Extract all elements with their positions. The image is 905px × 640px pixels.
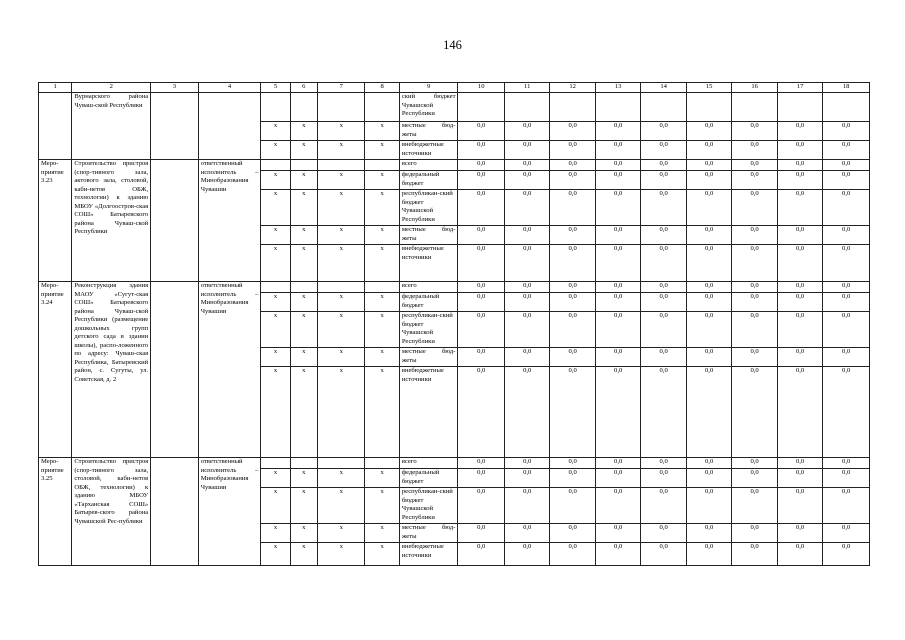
amount-cell: 0,0 [686,488,731,524]
amount-cell: 0,0 [504,190,549,226]
amount-cell: 0,0 [504,160,549,171]
code-cell-c6: x [290,367,317,458]
amount-cell: 0,0 [641,141,686,160]
amount-cell: 0,0 [641,190,686,226]
amount-cell [777,93,822,122]
measure-label: Меро-приятие 3.23 [39,160,72,282]
amount-cell: 0,0 [686,543,731,566]
amount-cell: 0,0 [732,524,777,543]
amount-cell: 0,0 [504,348,549,367]
table-row [39,458,870,469]
amount-cell: 0,0 [595,469,640,488]
code-cell-c8: x [365,524,399,543]
program-table [38,82,870,566]
amount-cell: 0,0 [458,458,505,469]
code-cell-c6: x [290,524,317,543]
amount-cell [550,93,595,122]
amount-cell: 0,0 [504,458,549,469]
code-cell-c5: x [261,122,290,141]
funding-source: местные бюд-жеты [399,348,458,367]
amount-cell: 0,0 [595,293,640,312]
amount-cell [458,93,505,122]
executor: ответственный исполнитель – Минобразования Чувашии [198,458,261,566]
amount-cell: 0,0 [686,122,731,141]
amount-cell: 0,0 [641,312,686,348]
funding-source: внебюджетные источники [399,367,458,458]
code-cell-c5 [261,282,290,293]
amount-cell: 0,0 [777,160,822,171]
amount-cell: 0,0 [823,367,870,458]
amount-cell [823,93,870,122]
column-number-15: 15 [686,83,731,93]
amount-cell: 0,0 [686,458,731,469]
code-cell-c6 [290,93,317,122]
code-cell-c5: x [261,226,290,245]
amount-cell: 0,0 [458,282,505,293]
executor: ответственный исполнитель – Минобразования Чувашии [198,282,261,458]
amount-cell: 0,0 [504,524,549,543]
amount-cell: 0,0 [641,293,686,312]
amount-cell: 0,0 [595,348,640,367]
amount-cell: 0,0 [504,245,549,282]
executor [198,93,261,160]
goal-cell [151,458,199,566]
amount-cell: 0,0 [732,171,777,190]
amount-cell: 0,0 [732,282,777,293]
column-number-11: 11 [504,83,549,93]
amount-cell: 0,0 [823,226,870,245]
amount-cell: 0,0 [641,543,686,566]
code-cell-c8: x [365,293,399,312]
funding-source: республикан-ский бюджет Чувашской Республики [399,190,458,226]
amount-cell: 0,0 [732,312,777,348]
amount-cell: 0,0 [550,458,595,469]
amount-cell: 0,0 [458,488,505,524]
amount-cell: 0,0 [595,543,640,566]
code-cell-c6: x [290,226,317,245]
amount-cell: 0,0 [504,293,549,312]
code-cell-c8 [365,458,399,469]
amount-cell: 0,0 [504,312,549,348]
amount-cell: 0,0 [641,226,686,245]
amount-cell: 0,0 [732,293,777,312]
amount-cell: 0,0 [504,543,549,566]
amount-cell: 0,0 [732,245,777,282]
amount-cell [732,93,777,122]
column-number-8: 8 [365,83,399,93]
amount-cell: 0,0 [458,160,505,171]
amount-cell: 0,0 [504,488,549,524]
funding-source: всего [399,160,458,171]
amount-cell: 0,0 [686,226,731,245]
measure-description: Строительство пристроя (спор-тивного зала, столовой, каби-нетов ОБЖ, технологии) к зданию МБОУ «Тарханская СОШ» Батырев-ского района Чувашской Рес-публики [72,458,151,566]
amount-cell: 0,0 [595,160,640,171]
amount-cell: 0,0 [686,190,731,226]
code-cell-c5: x [261,245,290,282]
funding-source: федеральный бюджет [399,293,458,312]
code-cell-c6: x [290,190,317,226]
amount-cell: 0,0 [777,293,822,312]
amount-cell: 0,0 [823,488,870,524]
amount-cell: 0,0 [595,524,640,543]
amount-cell: 0,0 [732,160,777,171]
amount-cell: 0,0 [550,469,595,488]
amount-cell: 0,0 [641,458,686,469]
column-number-14: 14 [641,83,686,93]
code-cell-c6: x [290,469,317,488]
amount-cell: 0,0 [641,488,686,524]
amount-cell: 0,0 [686,160,731,171]
amount-cell: 0,0 [777,524,822,543]
code-cell-c5: x [261,141,290,160]
code-cell-c7 [317,93,365,122]
amount-cell: 0,0 [550,141,595,160]
amount-cell: 0,0 [686,524,731,543]
amount-cell: 0,0 [777,226,822,245]
table-row [39,160,870,171]
amount-cell: 0,0 [777,141,822,160]
amount-cell: 0,0 [458,226,505,245]
amount-cell: 0,0 [458,245,505,282]
amount-cell: 0,0 [777,543,822,566]
code-cell-c5: x [261,312,290,348]
amount-cell: 0,0 [595,312,640,348]
amount-cell: 0,0 [686,293,731,312]
amount-cell: 0,0 [458,469,505,488]
column-number-7: 7 [317,83,365,93]
code-cell-c7: x [317,348,365,367]
code-cell-c6: x [290,543,317,566]
code-cell-c5 [261,93,290,122]
amount-cell: 0,0 [595,171,640,190]
amount-cell: 0,0 [823,469,870,488]
amount-cell: 0,0 [777,245,822,282]
code-cell-c5: x [261,348,290,367]
column-number-2: 2 [72,83,151,93]
code-cell-c8: x [365,543,399,566]
measure-description: Реконструкция здания МАОУ «Сугут-ская СОШ» Батыревского района Чуваш-ской Республики (размещение дошкольных групп детского сада в здании школы), распо-ложенного по адресу: Чуваш-ская Республика, Батыревский район, с. Сугуты, ул. Советская, д. 2 [72,282,151,458]
code-cell-c8: x [365,122,399,141]
code-cell-c7 [317,282,365,293]
amount-cell: 0,0 [686,171,731,190]
amount-cell: 0,0 [595,458,640,469]
goal-cell [151,282,199,458]
code-cell-c5: x [261,488,290,524]
code-cell-c8 [365,160,399,171]
amount-cell: 0,0 [550,226,595,245]
amount-cell: 0,0 [823,141,870,160]
code-cell-c6 [290,160,317,171]
amount-cell: 0,0 [823,160,870,171]
amount-cell: 0,0 [732,348,777,367]
amount-cell: 0,0 [686,312,731,348]
code-cell-c6: x [290,488,317,524]
code-cell-c6: x [290,293,317,312]
amount-cell: 0,0 [686,282,731,293]
amount-cell: 0,0 [550,524,595,543]
amount-cell: 0,0 [595,190,640,226]
amount-cell: 0,0 [732,488,777,524]
amount-cell: 0,0 [641,367,686,458]
code-cell-c7: x [317,312,365,348]
code-cell-c7: x [317,488,365,524]
amount-cell: 0,0 [595,367,640,458]
amount-cell: 0,0 [550,312,595,348]
amount-cell: 0,0 [823,190,870,226]
code-cell-c8 [365,282,399,293]
amount-cell: 0,0 [550,171,595,190]
column-number-16: 16 [732,83,777,93]
amount-cell: 0,0 [823,524,870,543]
code-cell-c6 [290,458,317,469]
amount-cell: 0,0 [550,367,595,458]
amount-cell: 0,0 [823,171,870,190]
code-cell-c5: x [261,171,290,190]
amount-cell: 0,0 [595,122,640,141]
amount-cell: 0,0 [777,488,822,524]
code-cell-c7: x [317,367,365,458]
amount-cell: 0,0 [595,488,640,524]
code-cell-c7: x [317,190,365,226]
code-cell-c8: x [365,367,399,458]
amount-cell: 0,0 [686,367,731,458]
code-cell-c8: x [365,226,399,245]
amount-cell: 0,0 [686,348,731,367]
amount-cell: 0,0 [550,543,595,566]
amount-cell: 0,0 [823,245,870,282]
amount-cell: 0,0 [686,245,731,282]
amount-cell: 0,0 [777,367,822,458]
funding-source: местные бюд-жеты [399,122,458,141]
amount-cell: 0,0 [458,348,505,367]
code-cell-c6: x [290,122,317,141]
goal-cell [151,160,199,282]
code-cell-c8 [365,93,399,122]
amount-cell: 0,0 [504,171,549,190]
column-number-5: 5 [261,83,290,93]
executor: ответственный исполнитель – Минобразования Чувашии [198,160,261,282]
code-cell-c7: x [317,141,365,160]
funding-source: всего [399,282,458,293]
amount-cell: 0,0 [458,190,505,226]
column-number-18: 18 [823,83,870,93]
amount-cell: 0,0 [641,524,686,543]
code-cell-c7: x [317,524,365,543]
table-row [39,282,870,293]
funding-source: всего [399,458,458,469]
code-cell-c7: x [317,293,365,312]
code-cell-c7: x [317,543,365,566]
funding-source: республикан-ский бюджет Чувашской Республики [399,312,458,348]
amount-cell: 0,0 [550,190,595,226]
amount-cell: 0,0 [641,171,686,190]
amount-cell: 0,0 [550,293,595,312]
amount-cell: 0,0 [777,190,822,226]
amount-cell: 0,0 [550,245,595,282]
amount-cell [595,93,640,122]
code-cell-c6: x [290,171,317,190]
amount-cell: 0,0 [823,312,870,348]
amount-cell: 0,0 [458,312,505,348]
amount-cell: 0,0 [686,469,731,488]
column-number-1: 1 [39,83,72,93]
funding-source: федеральный бюджет [399,469,458,488]
goal-cell [151,93,199,160]
code-cell-c6 [290,282,317,293]
code-cell-c6: x [290,348,317,367]
code-cell-c7 [317,160,365,171]
column-number-3: 3 [151,83,199,93]
funding-source: внебюджетные источники [399,245,458,282]
amount-cell: 0,0 [550,348,595,367]
column-number-13: 13 [595,83,640,93]
amount-cell: 0,0 [777,469,822,488]
code-cell-c8: x [365,312,399,348]
amount-cell: 0,0 [641,160,686,171]
amount-cell: 0,0 [732,367,777,458]
code-cell-c5 [261,160,290,171]
amount-cell: 0,0 [823,282,870,293]
code-cell-c8: x [365,348,399,367]
amount-cell: 0,0 [641,348,686,367]
amount-cell: 0,0 [641,469,686,488]
amount-cell: 0,0 [777,312,822,348]
column-number-10: 10 [458,83,505,93]
amount-cell: 0,0 [504,141,549,160]
code-cell-c8: x [365,171,399,190]
page-number: 146 [443,38,462,52]
amount-cell: 0,0 [458,122,505,141]
code-cell-c5: x [261,190,290,226]
amount-cell: 0,0 [550,122,595,141]
code-cell-c8: x [365,190,399,226]
amount-cell: 0,0 [550,488,595,524]
amount-cell: 0,0 [641,245,686,282]
funding-source: местные бюд-жеты [399,524,458,543]
amount-cell: 0,0 [732,543,777,566]
code-cell-c6: x [290,245,317,282]
amount-cell: 0,0 [732,226,777,245]
amount-cell: 0,0 [458,543,505,566]
measure-description: Вурнарского района Чуваш-ской Республики [72,93,151,160]
funding-source: местные бюд-жеты [399,226,458,245]
amount-cell: 0,0 [732,190,777,226]
amount-cell: 0,0 [595,226,640,245]
amount-cell [504,93,549,122]
table-row [39,93,870,122]
amount-cell: 0,0 [458,293,505,312]
amount-cell: 0,0 [823,543,870,566]
amount-cell: 0,0 [732,141,777,160]
amount-cell: 0,0 [504,226,549,245]
amount-cell: 0,0 [823,122,870,141]
code-cell-c8: x [365,245,399,282]
measure-description: Строительство пристроя (спор-тивного зала, актового зала, столовой, каби-нетов ОБЖ, технологии) к зданию МБОУ «Долгоостров-ская СОШ» Батыревского района Чуваш-ской Республики [72,160,151,282]
code-cell-c7: x [317,122,365,141]
amount-cell [686,93,731,122]
code-cell-c5: x [261,524,290,543]
code-cell-c7: x [317,245,365,282]
measure-label: Меро-приятие 3.25 [39,458,72,566]
column-number-17: 17 [777,83,822,93]
code-cell-c5: x [261,293,290,312]
amount-cell: 0,0 [458,524,505,543]
amount-cell [641,93,686,122]
code-cell-c5: x [261,543,290,566]
amount-cell: 0,0 [504,469,549,488]
amount-cell: 0,0 [641,122,686,141]
amount-cell: 0,0 [504,282,549,293]
funding-source: федеральный бюджет [399,171,458,190]
amount-cell: 0,0 [732,122,777,141]
measure-label: Меро-приятие 3.24 [39,282,72,458]
code-cell-c7 [317,458,365,469]
amount-cell: 0,0 [777,171,822,190]
column-number-12: 12 [550,83,595,93]
column-number-6: 6 [290,83,317,93]
code-cell-c7: x [317,226,365,245]
amount-cell: 0,0 [777,348,822,367]
amount-cell: 0,0 [595,141,640,160]
amount-cell: 0,0 [595,245,640,282]
column-number-4: 4 [198,83,261,93]
funding-source: внебюджетные источники [399,141,458,160]
code-cell-c6: x [290,141,317,160]
funding-source: внебюджетные источники [399,543,458,566]
amount-cell: 0,0 [823,293,870,312]
column-number-9: 9 [399,83,458,93]
amount-cell: 0,0 [458,367,505,458]
code-cell-c6: x [290,312,317,348]
code-cell-c5: x [261,469,290,488]
amount-cell: 0,0 [686,141,731,160]
amount-cell: 0,0 [504,122,549,141]
amount-cell: 0,0 [458,141,505,160]
amount-cell: 0,0 [550,282,595,293]
amount-cell: 0,0 [504,367,549,458]
code-cell-c7: x [317,171,365,190]
amount-cell: 0,0 [641,282,686,293]
amount-cell: 0,0 [777,122,822,141]
amount-cell: 0,0 [823,348,870,367]
amount-cell: 0,0 [777,282,822,293]
amount-cell: 0,0 [732,469,777,488]
code-cell-c7: x [317,469,365,488]
code-cell-c8: x [365,141,399,160]
funding-source: республикан-ский бюджет Чувашской Республики [399,488,458,524]
measure-label [39,93,72,160]
amount-cell: 0,0 [550,160,595,171]
code-cell-c5 [261,458,290,469]
code-cell-c8: x [365,488,399,524]
amount-cell: 0,0 [823,458,870,469]
code-cell-c5: x [261,367,290,458]
amount-cell: 0,0 [458,171,505,190]
funding-source: ский бюджет Чувашской Республики [399,93,458,122]
amount-cell: 0,0 [595,282,640,293]
amount-cell: 0,0 [777,458,822,469]
amount-cell: 0,0 [732,458,777,469]
code-cell-c8: x [365,469,399,488]
